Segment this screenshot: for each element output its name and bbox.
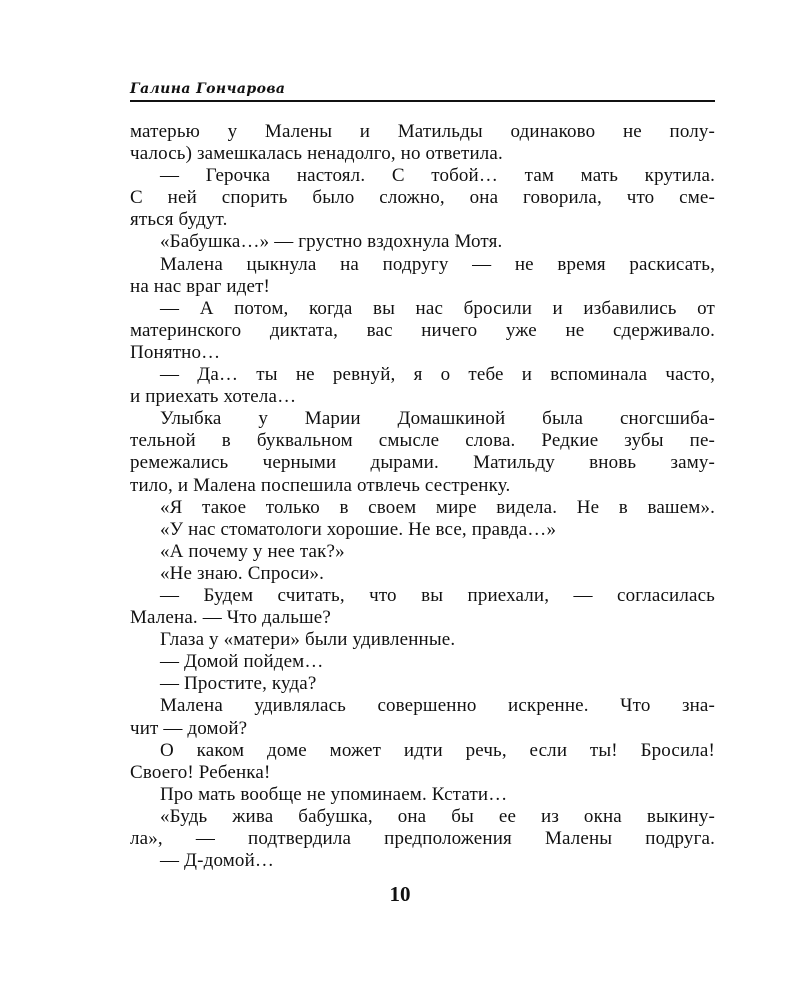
text-line: — Будем считать, что вы приехали, — согласилась	[160, 584, 715, 606]
text-line: — Домой пойдем…	[160, 651, 324, 673]
text-line: ремежались черными дырами. Матильду вновь заму-	[130, 452, 715, 474]
text-line: — Герочка настоял. С тобой… там мать крутила.	[160, 165, 715, 187]
running-header	[130, 80, 715, 102]
text-line: тельной в буквальном смысле слова. Редкие зубы пе-	[130, 430, 715, 452]
text-line: — Простите, куда?	[160, 673, 317, 695]
page-number: 10	[389, 882, 411, 906]
text-line: «Будь жива бабушка, она бы ее из окна выкину-	[160, 805, 715, 827]
body-text	[130, 121, 715, 872]
text-line: чалось) замешкалась ненадолго, но ответила.	[130, 143, 503, 165]
text-line: и приехать хотела…	[130, 386, 297, 408]
text-line: Своего! Ребенка!	[130, 761, 271, 783]
text-line: О каком доме может идти речь, если ты! Бросила!	[160, 739, 715, 761]
text-line: Малена. — Что дальше?	[130, 607, 331, 629]
text-line: чит — домой?	[130, 717, 248, 739]
header-rule	[130, 100, 715, 102]
text-line: Малена удивлялась совершенно искренне. Что зна-	[160, 695, 715, 717]
text-line: Малена цыкнула на подругу — не время раскисать,	[160, 253, 715, 275]
text-line: тило, и Малена поспешила отвлечь сестренку.	[130, 474, 511, 496]
text-line: ла», — подтвердила предположения Малены подруга.	[130, 828, 715, 849]
text-line: материнского диктата, вас ничего уже не сдерживало.	[130, 319, 715, 341]
text-line: матерью у Малены и Матильды одинаково не полу-	[130, 121, 715, 142]
text-line: яться будут.	[130, 209, 228, 231]
author-name: Галина Гончарова	[130, 81, 286, 97]
text-line: «А почему у нее так?»	[160, 540, 345, 562]
text-line: «Бабушка…» — грустно вздохнула Мотя.	[160, 231, 503, 253]
text-line: Понятно…	[130, 341, 221, 363]
text-line: «Не знаю. Спроси».	[160, 562, 325, 584]
text-line: — Да… ты не ревнуй, я о тебе и вспоминала часто,	[160, 364, 715, 386]
text-line: Про мать вообще не упоминаем. Кстати…	[160, 783, 508, 805]
text-line: — Д-домой…	[160, 850, 275, 872]
text-line: Улыбка у Марии Домашкиной была сногсшиба-	[160, 408, 715, 430]
text-line: «У нас стоматологи хорошие. Не все, правда…»	[160, 518, 557, 540]
text-line: С ней спорить было сложно, она говорила, что сме-	[130, 187, 715, 209]
text-line: — А потом, когда вы нас бросили и избавились от	[160, 297, 715, 319]
text-line: на нас враг идет!	[130, 275, 271, 297]
text-line: «Я такое только в своем мире видела. Не в вашем».	[160, 496, 715, 518]
text-line: Глаза у «матери» были удивленные.	[160, 629, 456, 651]
